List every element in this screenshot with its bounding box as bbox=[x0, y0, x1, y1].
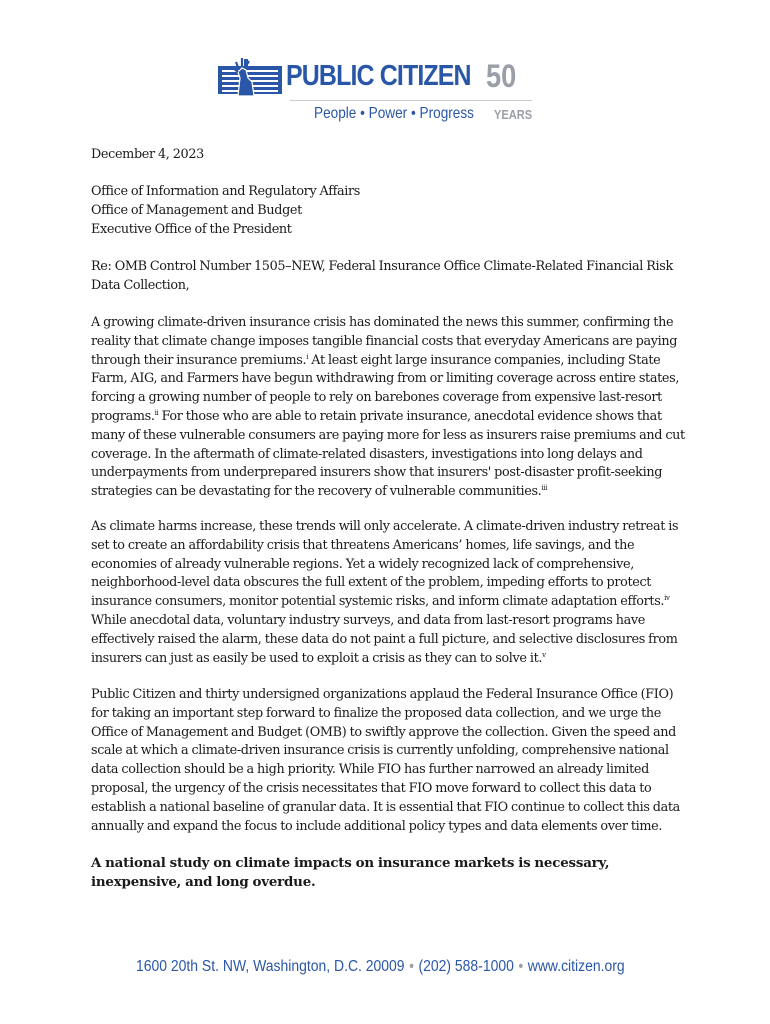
endnote-marker[interactable]: v bbox=[542, 650, 546, 659]
letter-date bbox=[91, 146, 691, 165]
endnote-marker[interactable]: iv bbox=[664, 594, 670, 603]
paragraph-text: For those who are able to retain private insurance, anecdotal evidence shows that many of these vulnerable consumers are paying more for less as insurers raise premiums and cut coverage. In the aftermath of climate-related disasters, investigations into long delays and underpayments from underprepared insurers show that insurers' post-disaster profit-seeking strategies can be devastating for the recovery of vulnerable communities. bbox=[91, 408, 685, 500]
paragraph-text: While anecdotal data, voluntary industry surveys, and data from last-resort programs have effectively raised the alarm, these data do not paint a full picture, and selective disclosures from insurers can just as easily be used to exploit a crisis as they can to solve it. bbox=[91, 612, 678, 666]
recipient-line: Office of Management and Budget bbox=[91, 202, 302, 218]
statue-of-liberty-icon bbox=[218, 56, 282, 96]
anniversary-label: YEARS bbox=[494, 107, 533, 122]
body-paragraph-3 bbox=[91, 686, 691, 836]
subject-text: Re: OMB Control Number 1505–NEW, Federal Insurance Office Climate-Related Financial Risk Data Collection, bbox=[91, 259, 673, 293]
endnote-marker[interactable]: iii bbox=[541, 484, 548, 493]
section-heading bbox=[91, 854, 651, 892]
bullet-separator: • bbox=[409, 958, 414, 975]
paragraph-text: At least eight large insurance companies, including State Farm, AIG, and Farmers have begun withdrawing from or limiting coverage across entire states, forcing a growing number of people to rely on barebones coverage from expensive last-resort programs. bbox=[91, 352, 680, 424]
recipient-line: Executive Office of the President bbox=[91, 221, 292, 237]
endnote-marker[interactable]: ii bbox=[154, 408, 159, 417]
footer-address: 1600 20th St. NW, Washington, D.C. 20009 bbox=[136, 958, 405, 975]
date-text: December 4, 2023 bbox=[91, 147, 204, 162]
endnote-marker[interactable]: i bbox=[306, 352, 309, 361]
org-name: PUBLIC CITIZEN bbox=[286, 60, 471, 92]
public-citizen-logo bbox=[218, 56, 534, 126]
logo-divider bbox=[290, 100, 532, 101]
bullet-separator: • bbox=[518, 958, 524, 975]
body-paragraph-1 bbox=[91, 314, 691, 502]
paragraph-text: As climate harms increase, these trends will only accelerate. A climate-driven industry retreat is set to create an affordability crisis that threatens Americans’ homes, life savings, and the economies of already vulnerable regions. Yet a widely recognized lack of comprehensive, neighborhood-level data obscures the full extent of the problem, impeding efforts to protect insurance consumers, monitor potential systemic risks, and inform climate adaptation efforts. bbox=[91, 519, 679, 610]
section-heading-text: A national study on climate impacts on insurance markets is necessary, inexpensive, and long overdue. bbox=[91, 855, 610, 890]
paragraph-text: A growing climate-driven insurance crisis has dominated the news this summer, confirming the reality that climate change imposes tangible financial costs that everyday Americans are paying through their insurance premiums. bbox=[91, 315, 678, 368]
recipient-address bbox=[91, 183, 691, 239]
paragraph-text: Public Citizen and thirty undersigned organizations applaud the Federal Insurance Office (FIO) for taking an important step forward to finalize the proposed data collection, and we urge the Office of Management and Budget (OMB) to swiftly approve the collection. Given the speed and scale at which a climate-driven insurance crisis is currently unfolding, comprehensive national data collection should be a high priority. While FIO has further narrowed an already limited proposal, the urgency of the crisis necessitates that FIO move forward to collect this data to establish a national baseline of granular data. It is essential that FIO continue to collect this data annually and expand the focus to include additional policy types and data elements over time. bbox=[91, 687, 680, 834]
recipient-line: Office of Information and Regulatory Affairs bbox=[91, 184, 360, 199]
body-paragraph-2 bbox=[91, 518, 691, 668]
subject-line bbox=[91, 258, 691, 296]
footer-website[interactable]: www.citizen.org bbox=[527, 958, 625, 975]
footer-phone: (202) 588-1000 bbox=[418, 958, 514, 975]
tagline: People • Power • Progress bbox=[314, 105, 474, 122]
anniversary-number: 50 bbox=[486, 58, 517, 94]
letterhead-footer bbox=[136, 958, 625, 976]
